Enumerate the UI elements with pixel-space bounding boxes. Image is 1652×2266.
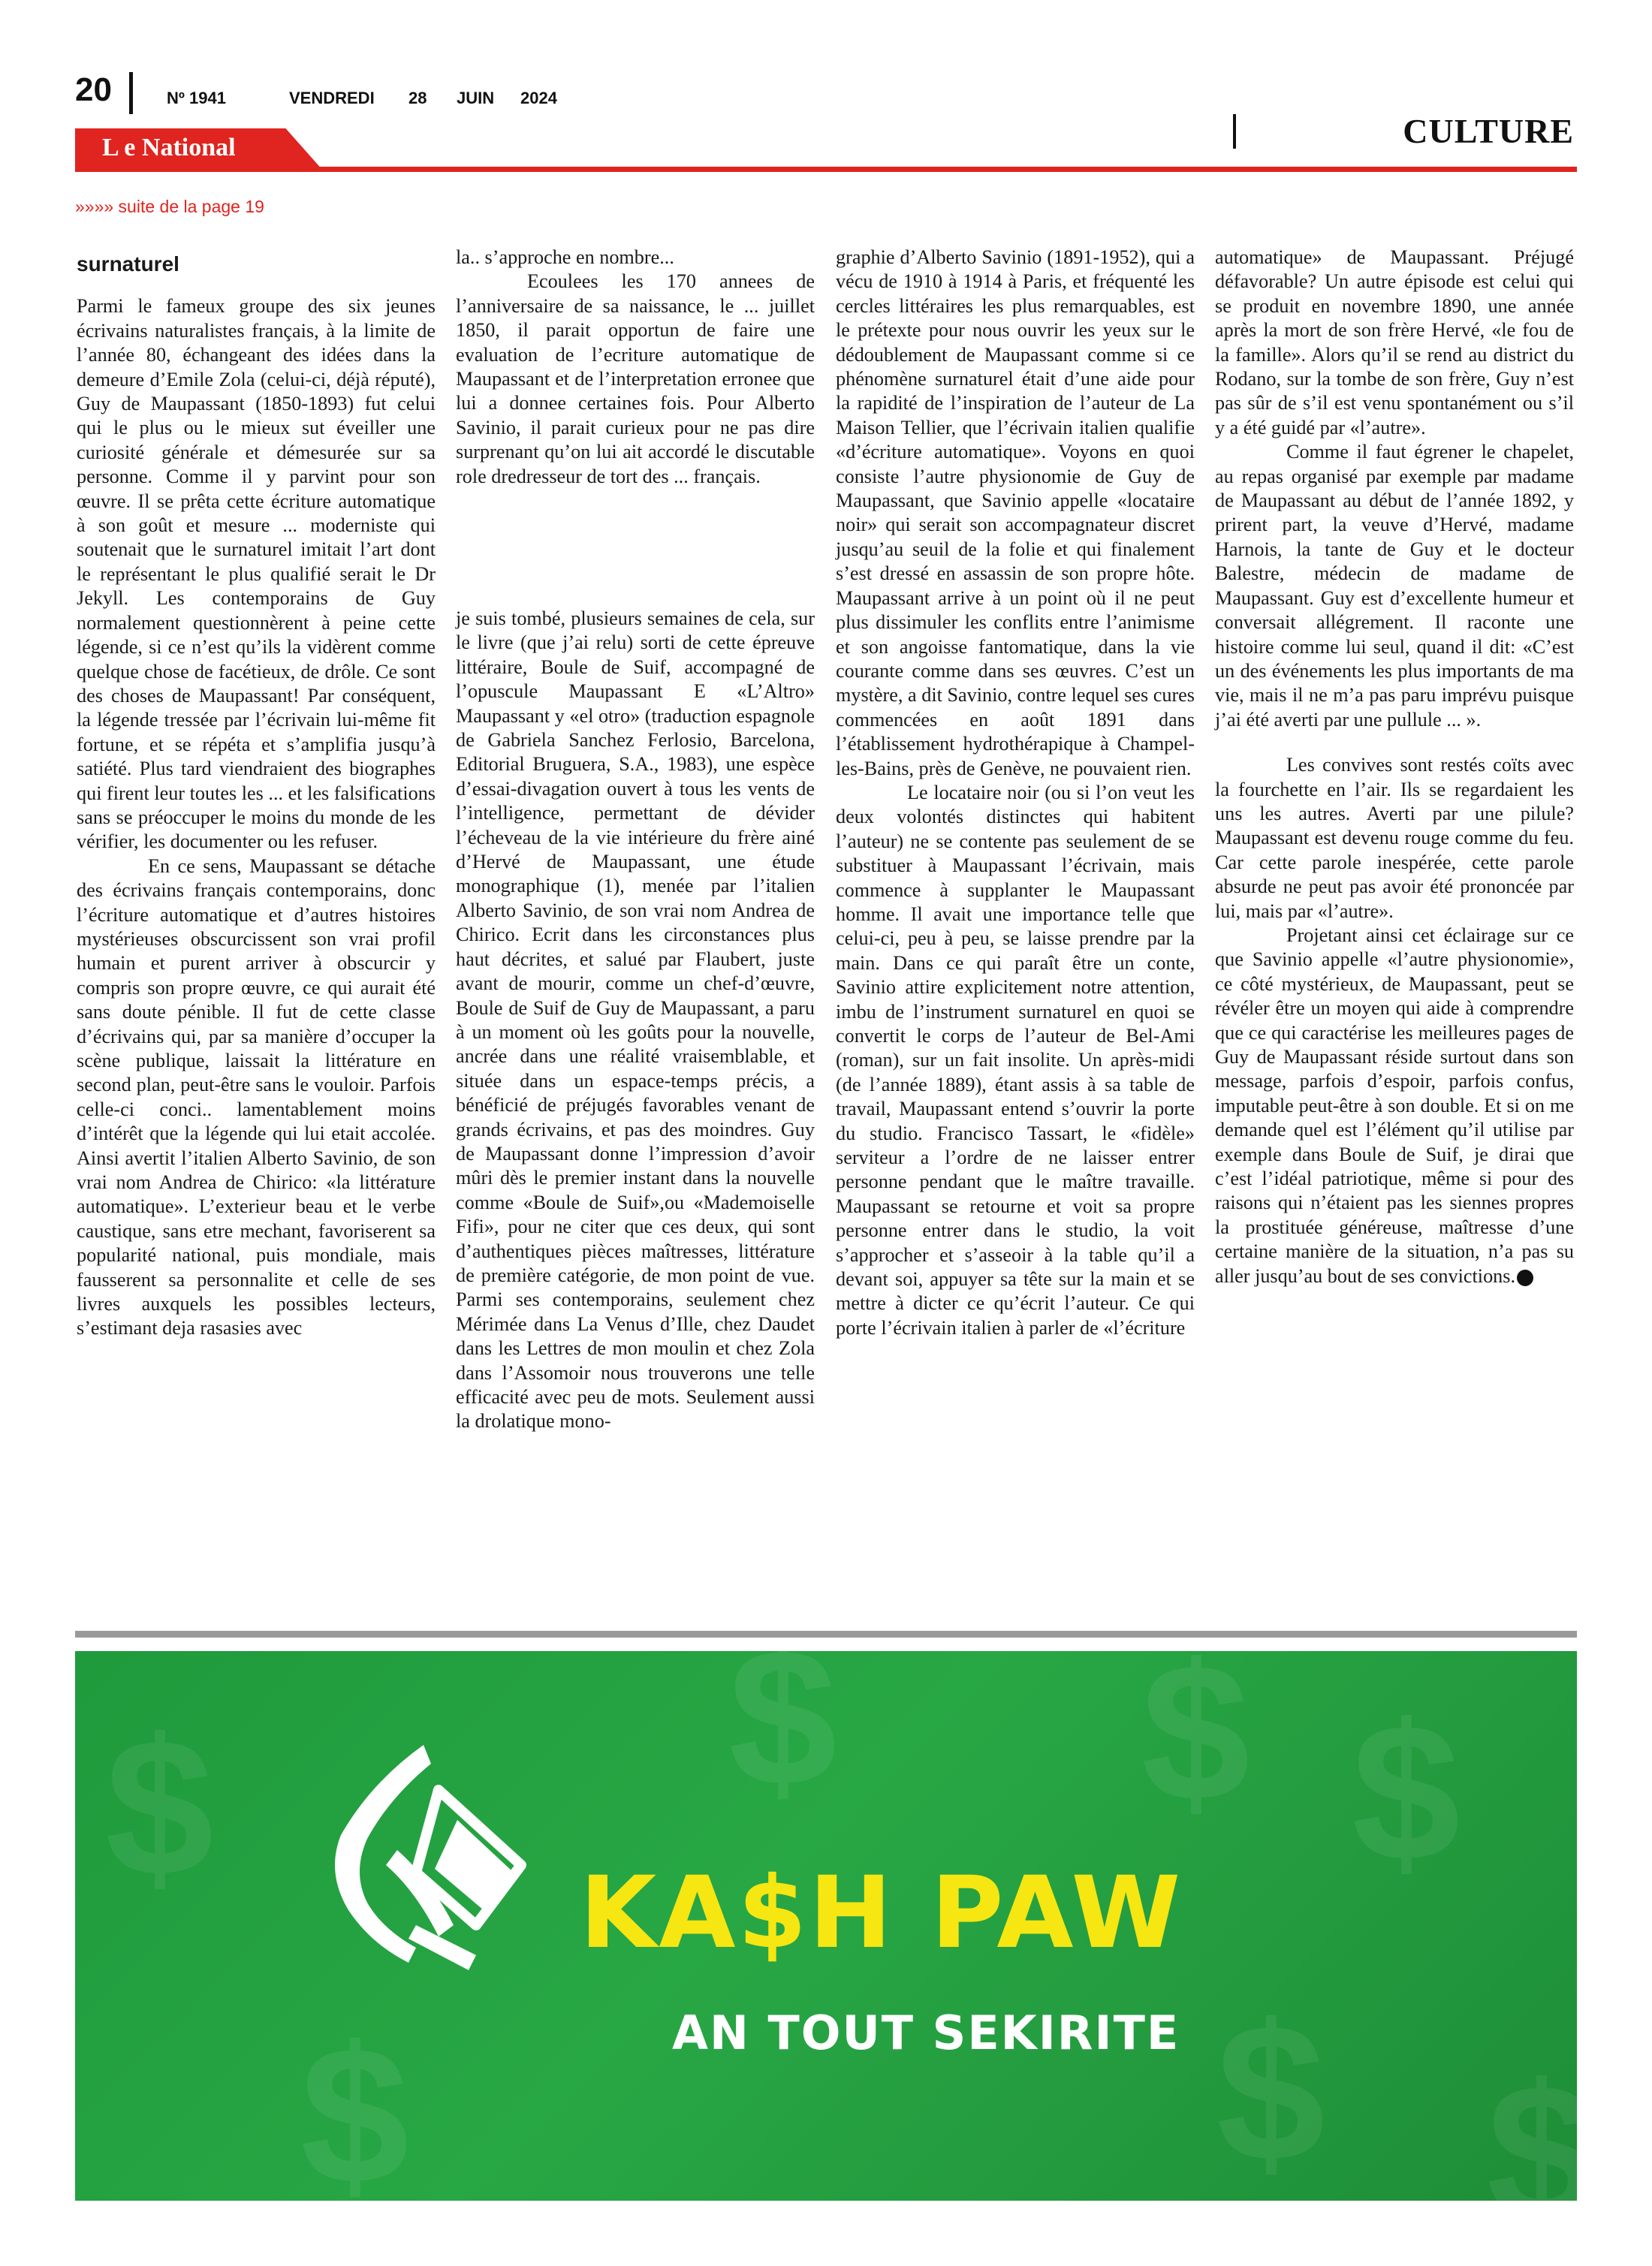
date-day: 28: [408, 89, 427, 107]
paragraph: [1215, 924, 1574, 1288]
date-year: 2024: [520, 89, 557, 107]
paragraph: Parmi le fameux groupe des six jeunes écrivains naturalistes français, à la limite de l’année 80, échangeant des idées dans la demeure d’Emile Zola (celui-ci, déjà réputé), Guy de Maupassant (1850-1893) fut celui qui le plus ou le mieux sut éveiller une curiosité générale et démesurée sur sa personne. Comme il y parvint pour son œuvre. Il se prêta cette écriture automatique à son goût et mesure ... moderniste qui soutenait que le surnaturel imitait l’art dont le représentant le plus qualifié serait le Dr Jekyll. Les contemporains de Guy normalement questionnèrent à peine cette légende, si ce n’est qu’ils la vidèrent comme quelque chose de facétieux, de drôle. Ce sont des choses de Maupassant! Par conséquent, la légende tressée par l’écrivain lui-même fit fortune, et se répéta et s’amplifia jusqu’à satiété. Plus tard viendraient des biographes qui firent leur toutes les ... et les falsifications sans se préoccuper le moins du monde de les vérifier, les documenter ou les refuser.: [77, 295, 436, 853]
paragraph: automatique» de Maupassant. Préjugé défavorable? Un autre épisode est celui qui se produit en novembre 1890, une année après la mort de son frère Hervé, «le fou de la famille». Alors qu’il se rend au district du Rodano, sur la tombe de son frère, Guy n’est pas sûr de s’il est venu spontanément ou s’il y a été guidé par «l’autre».: [1215, 246, 1574, 438]
paragraph: Ecoulees les 170 annees de l’anniversaire de sa naissance, le ... juillet 1850, il parait opportun de faire une evaluation de l’ecriture automatique de Maupassant et de l’interpretation erronee que lui a donnee certaines fois. Pour Alberto Savinio, il parait curieux pour ne pas dire surprenant qu’on lui ait accordé le discutable role dredresseur de tort des ... français.: [456, 270, 815, 487]
advertisement-banner[interactable]: [75, 1609, 1596, 2262]
weekday: VENDREDI: [289, 89, 375, 107]
dollar-watermark-icon: $: [1141, 1624, 1250, 1842]
section-title: CULTURE: [1403, 112, 1574, 150]
dollar-watermark-icon: $: [1352, 1684, 1461, 1902]
paragraph: je suis tombé, plusieurs semaines de cela, sur le livre (que j’ai relu) sorti de cette épreuve littéraire, Boule de Suif, accompagné de l’opuscule Maupassant E «L’Altro» Maupassant y «el otro» (traduction espagnole de Gabriela Sanchez Ferlosio, Barcelona, Editorial Bruguera, S.A., 1983), une espèce d’essai-divagation ouvert à tous les vents de l’intelligence, permettant de dévider l’écheveau de la vie intérieure du frère ainé d’Hervé de Maupassant, une étude monographique (1), menée par l’italien Alberto Savinio, de son vrai nom Andrea de Chirico. Ecrit dans les circonstances plus haut décrites, et salué par Flaubert, juste avant de mourir, comme un chef-d’œuvre, Boule de Suif de Guy de Maupassant, a paru à un moment où les goûts pour la nouvelle, ancrée dans une réalité vraisemblable, et située dans un espace-temps précis, a bénéficié de préjugés favorables venant de grands écrivains, et pas des moindres. Guy de Maupassant donne l’impression d’avoir mûri dès le premier instant dans la nouvelle comme «Boule de Suif»,ou «Mademoiselle Fifi», pour ne citer que ces deux, qui sont d’authentiques pièces maîtresses, littérature de première catégorie, de mon point de vue. Parmi ses contemporains, seulement chez Mérimée dans La Venus d’Ille, chez Daudet dans les Lettres de mon moulin et chez Zola dans l’Assomoir nous trouverons une telle efficacité avec peu de mots. Seulement aussi la drolatique mono-: [456, 607, 815, 1433]
header-divider: [129, 72, 133, 114]
header-rule: [75, 167, 1577, 172]
kash-paw-logo-icon: [326, 1737, 574, 1985]
dollar-watermark-icon: $: [1487, 2045, 1596, 2262]
dollar-watermark-icon: $: [728, 1609, 837, 1827]
date-month: JUIN: [457, 89, 495, 107]
section-divider: [1233, 114, 1236, 149]
article-column-4: [1215, 246, 1574, 1288]
paragraph: En ce sens, Maupassant se détache des écrivains français contemporains, donc l’écriture automatique et d’autres histoires mystérieuses obscurcissent son vrai profil humain et purent arriver à obscurcir y compris son propre œuvre, ce qui aurait été sans doute pénible. Il fut de cette classe d’écrivains qui, par sa manière d’occuper la scène publique, laissait la littérature en second plan, peut-être sans le vouloir. Parfois celle-ci conci.. lamentablement moins d’intérêt que la légende qui lui etait accolée. Ainsi avertit l’italien Alberto Savinio, de son vrai nom Andrea de Chirico: «la littérature automatique». L’exterieur beau et le verbe caustique, sans etre mechant, favoriserent sa popularité national, puis mondiale, mais fausserent sa personnalite et celle de ses livres auxquels les possibles lecteurs, s’estimant deja rasasies avec: [77, 854, 436, 1339]
article-column-2-bottom: [456, 607, 815, 1434]
brand-name: L e National: [102, 134, 236, 161]
paragraph: graphie d’Alberto Savinio (1891-1952), qui a vécu de 1910 à 1914 à Paris, et fréquenté les cercles littéraires les plus remarquables, est le prétexte pour nous ouvrir les yeux sur le dédoublement de Maupassant comme si ce phénomène surnaturel était d’une aide pour la rapidité de l’inspiration de l’auteur de La Maison Tellier, que l’écrivain italien qualifie «d’écriture automatique». Voyons en quoi consiste l’autre physionomie de Guy de Maupassant, que Savinio appelle «locataire noir» qui serait son accompagnateur discret jusqu’au seuil de la folie et qui finalement s’est dressé en assassin de son propre hôte. Maupassant arrive à un point où il ne peut plus dissimuler les conflits entre l’animisme et son angoisse fantomatique, dans la vie courante comme dans ses œuvres. C’est un mystère, a dit Savinio, contre lequel ses cures commencées en août 1891 dans l’établissement hydrothérapique à Champel-les-Bains, près de Genève, ne pouvaient rien.: [836, 246, 1195, 779]
paragraph: la.. s’approche en nombre...: [456, 246, 674, 268]
continuation-note: »»»» suite de la page 19: [75, 197, 264, 216]
paragraph-text: Projetant ainsi cet éclairage sur ce que Savinio appelle «l’autre physionomie», ce côté mystérieux, de Maupassant, peut se révéler être un moyen qui aide à comprendre que ce qui caractérise les meilleures pages de Guy de Maupassant réside surtout dans son message, parfois d’espoir, parfois confus, imputable peut-être à son double. Et si on me demande quel est l’élément qu’il utilise par exemple dans Boule de Suif, je dirai que c’est l’idéal patriotique, même si pour des raisons qui n’étaient pas les siennes propres la prostituée généreuse, maîtresse d’une certaine manière de la situation, n’a pas su aller jusqu’au bout de ses convictions.: [1215, 924, 1574, 1287]
dollar-watermark-icon: $: [105, 1699, 214, 1917]
paragraph: Les convives sont restés coïts avec la fourchette en l’air. Ils se regardaient les uns les autres. Averti par une pilule? Maupassant est devenu rouge comme du feu. Car cette parole inespérée, cette parole absurde ne peut pas avoir été prononcée par lui, mais par «l’autre».: [1215, 754, 1574, 922]
dollar-watermark-icon: $: [300, 2007, 409, 2225]
issue-number: Nº 1941: [167, 89, 226, 107]
article-column-3: [836, 246, 1195, 1340]
article-column-1: [77, 252, 436, 1341]
paragraph: Comme il faut égrener le chapelet, au repas organisé par exemple par madame de Maupassant au début de l’année 1892, y prirent part, la veuve d’Hervé, madame Harnois, la tante de Guy et le docteur Balestre, médecin de madame de Maupassant. Guy est d’excellente humeur et conversait allégrement. Il raconte une histoire comme lui seul, quand il dit: «C’est un des événements les plus importants de ma vie, mais il ne m’a pas paru imprévu puisque j’ai été averti par une pullule ... ».: [1215, 441, 1574, 731]
paragraph: Le locataire noir (ou si l’on veut les deux volontés distinctes qui habitent l’auteur) ne se contente pas seulement de se substituer à Maupassant l’écrivain, mais commence à supplanter le Maupassant homme. Il avait une importance telle que celui-ci, peu à peu, se laisse prendre par la main. Dans ce qui paraît être un conte, Savinio attire explicitement notre attention, imbu de l’instrument surnaturel en quoi se convertit le corps de l’auteur de Bel-Ami (roman), sur un fait insolite. Un après-midi (de l’année 1889), étant assis à sa table de travail, Maupassant entend s’ouvrir la porte du studio. Francisco Tassart, le «fidèle» serviteur a l’ordre de ne laisser entrer personne pendant que le maître travaille. Maupassant se retourne et voit sa propre personne entrer dans le studio, la voit s’approcher et s’asseoir à la table qu’il a devant soi, appuyer sa tête sur la main et se mettre à dicter ce qu’écrit l’auteur. Ce qui porte l’écrivain italien à parler de «l’écriture: [836, 781, 1195, 1339]
article-column-2-top: [456, 246, 815, 489]
ad-subtitle: AN TOUT SEKIRITE: [672, 2005, 1180, 2060]
article-heading: surnaturel: [77, 252, 179, 276]
ad-title: KA$H PAW: [580, 1855, 1183, 1971]
end-mark-icon: [1517, 1270, 1533, 1286]
dollar-watermark-icon: $: [1216, 1984, 1325, 2202]
page-number: 20: [75, 71, 112, 108]
